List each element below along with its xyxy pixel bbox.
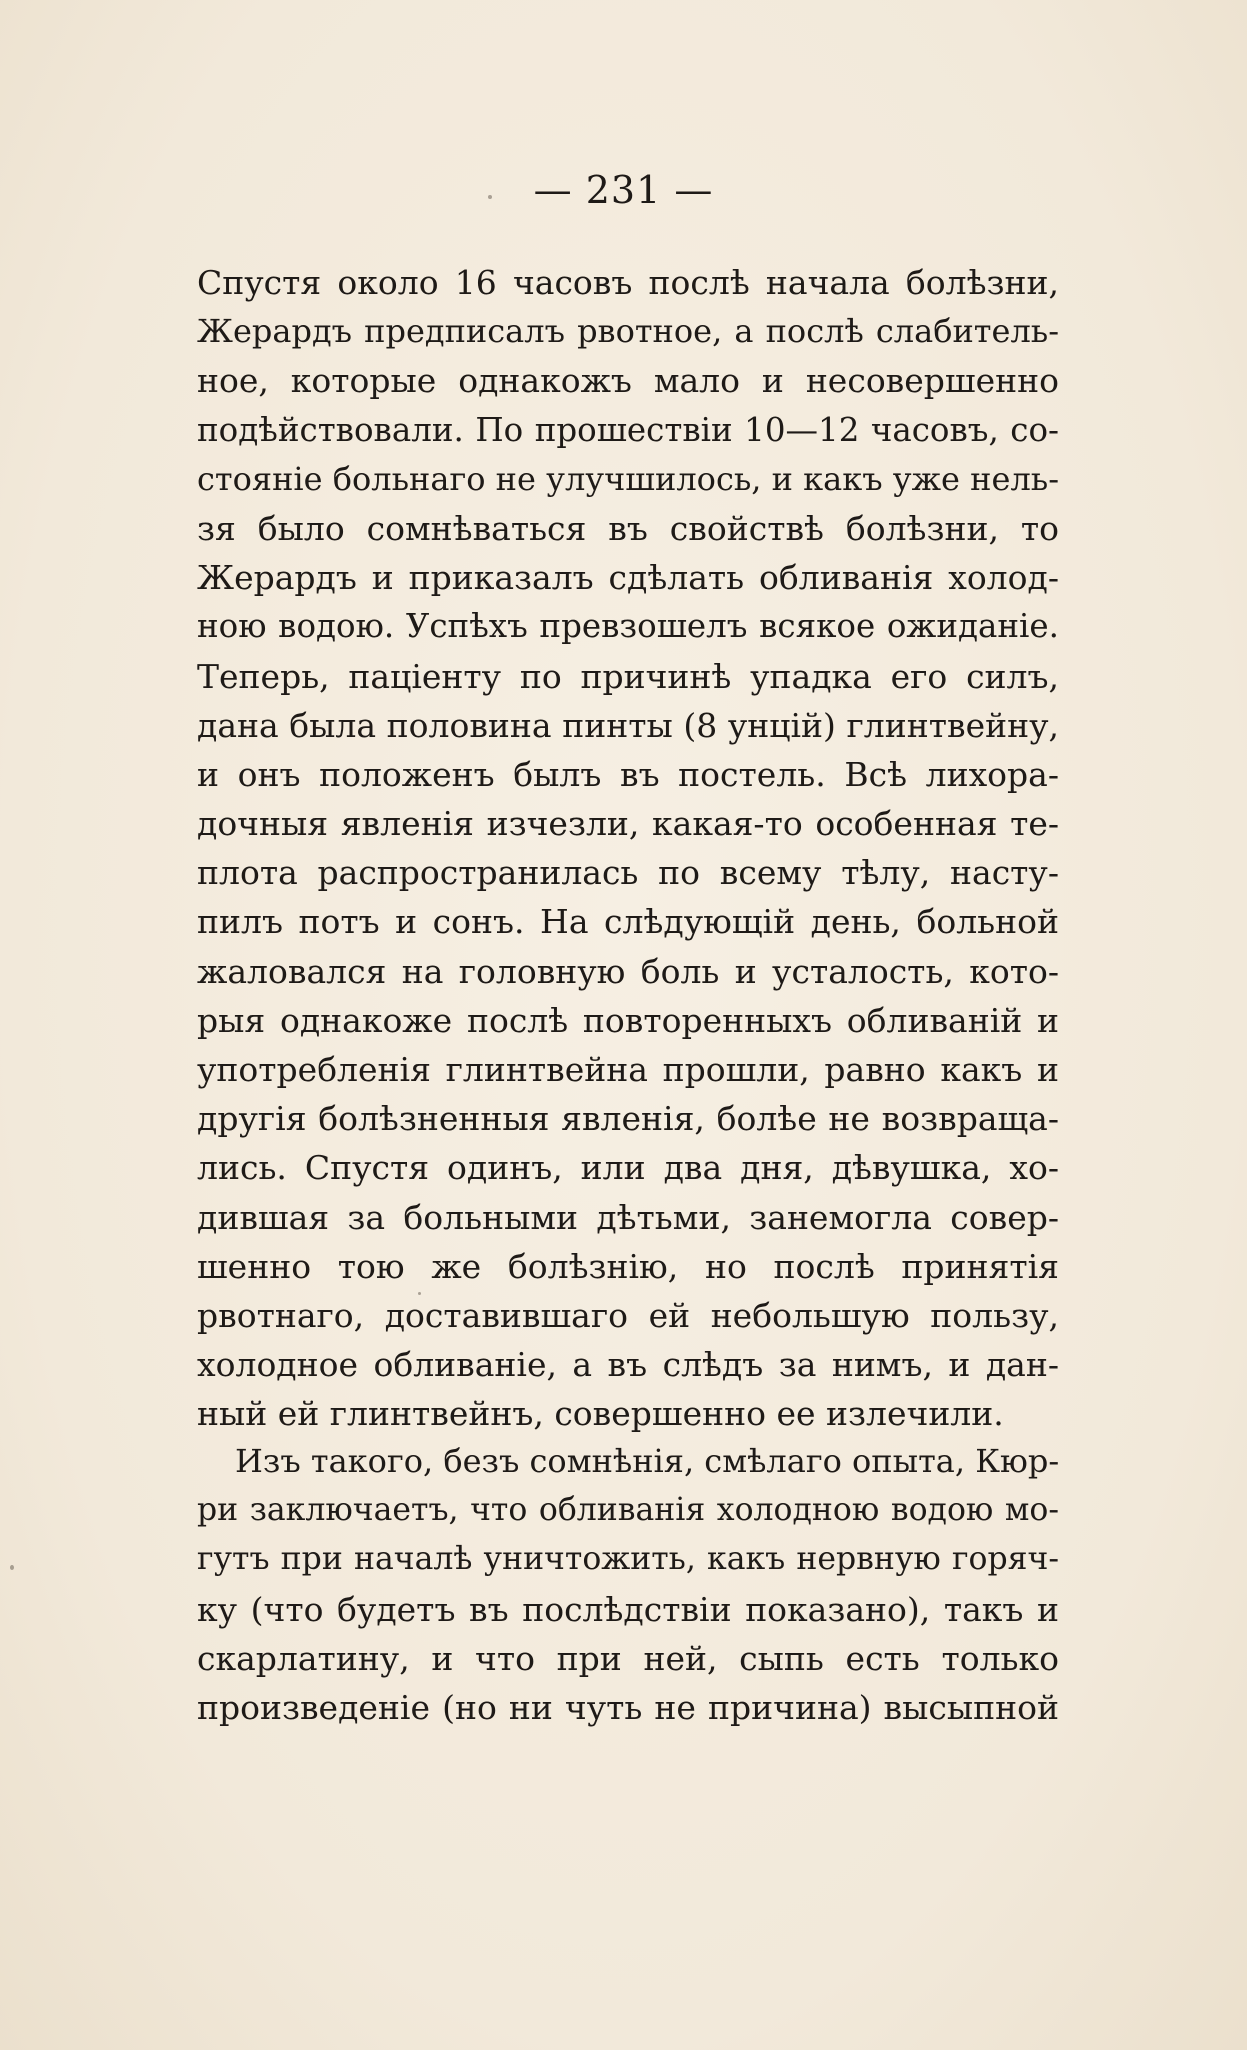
text-line: подѣйствовали. По прошествіи 10—12 часовъ, со- (197, 410, 1059, 449)
text-line: дана была половина пинты (8 унцій) глинтвейну, (197, 705, 1059, 745)
text-line: стояніе больнаго не улучшилось, и какъ уже нель- (197, 459, 1059, 498)
text-line: жаловался на головную боль и усталость, кото- (197, 951, 1059, 991)
text-line: зя было сомнѣваться въ свойствѣ болѣзни, то (197, 508, 1059, 548)
text-line: ку (что будетъ въ послѣдствіи показано), такъ и (197, 1589, 1059, 1629)
text-line: скарлатину, и что при ней, сыпь есть только (197, 1638, 1059, 1678)
text-line: дившая за больными дѣтьми, занемогла совер- (197, 1197, 1059, 1237)
text-line: ный ей глинтвейнъ, совершенно ее излечили. (197, 1394, 1004, 1434)
text-line: Спустя около 16 часовъ послѣ начала болѣзни, (197, 263, 1059, 302)
text-line: шенно тою же болѣзнію, но послѣ принятія (197, 1246, 1059, 1286)
text-line: гутъ при началѣ уничтожить, какъ нервную горяч- (197, 1541, 1059, 1578)
paragraph-2 (197, 1437, 1059, 1732)
text-line: и онъ положенъ былъ въ постель. Всѣ лихора- (197, 754, 1059, 794)
text-line: ри заключаетъ, что обливанія холодною водою мо- (197, 1492, 1059, 1529)
text-line: рвотнаго, доставившаго ей небольшую пользу, (197, 1295, 1059, 1335)
text-line: употребленія глинтвейна прошли, равно какъ и (197, 1050, 1059, 1089)
text-line: другія болѣзненныя явленія, болѣе не возвраща- (197, 1099, 1059, 1139)
text-line: ною водою. Успѣхъ превзошелъ всякое ожиданіе. (197, 607, 1059, 646)
text-line: Жерардъ и приказалъ сдѣлать обливанія холод- (197, 558, 1059, 598)
text-line: рыя однакоже послѣ повторенныхъ обливаній и (197, 1000, 1059, 1040)
text-line: холодное обливаніе, а въ слѣдъ за нимъ, и дан- (197, 1345, 1059, 1385)
text-line: произведеніе (но ни чуть не причина) высыпной (197, 1687, 1059, 1727)
paper-speck (10, 1565, 14, 1570)
paper-speck (488, 195, 492, 199)
paper-speck (418, 1292, 421, 1295)
text-line: Изъ такого, безъ сомнѣнія, смѣлаго опыта, Кюр- (235, 1442, 1060, 1480)
text-line: Теперь, паціенту по причинѣ упадка его силъ, (197, 656, 1059, 696)
paragraph-1 (197, 258, 1059, 1439)
text-line: пилъ потъ и сонъ. На слѣдующій день, больной (197, 902, 1059, 942)
text-line: лись. Спустя одинъ, или два дня, дѣвушка, хо- (197, 1148, 1059, 1188)
page-number: — 231 — (533, 168, 714, 212)
text-line: Жерардъ предписалъ рвотное, а послѣ слабитель- (197, 312, 1059, 351)
text-line: плота распространилась по всему тѣлу, насту- (197, 853, 1059, 893)
text-line: дочныя явленія изчезли, какая-то особенная те- (197, 804, 1059, 844)
text-line: ное, которые однакожъ мало и несовершенно (197, 361, 1059, 401)
